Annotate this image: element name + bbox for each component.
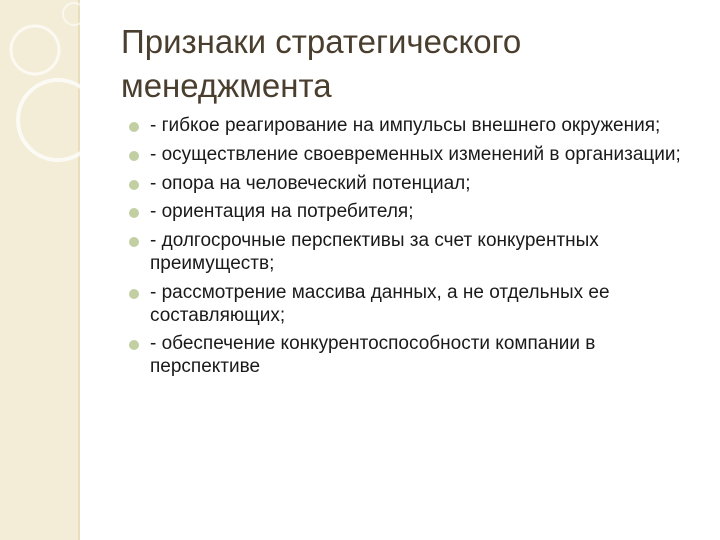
bullet-item [128,230,708,276]
bullet-marker-icon [129,237,139,247]
decorative-ring-large [18,80,98,160]
bullet-text: - долгосрочные перспективы за счет конкурентных преимуществ; [150,230,599,274]
bullet-item [128,173,708,196]
decorative-ring-small [11,26,59,74]
decorative-ring-tiny [63,3,85,25]
bullet-list [128,115,708,385]
bullet-text: - ориентация на потребителя; [150,201,414,223]
bullet-item [128,144,708,167]
bullet-marker-icon [129,151,139,161]
bullet-item [128,115,708,138]
bullet-marker-icon [129,208,139,218]
bullet-marker-icon [129,340,139,350]
bullet-marker-icon [129,122,139,132]
bullet-text: - рассмотрение массива данных, а не отдельных ее составляющих; [150,281,610,326]
bullet-text: - обеспечение конкурентоспособности компании в перспективе [150,333,596,378]
bullet-text: - опора на человеческий потенциал; [150,172,471,194]
bullet-text: - осуществление своевременных изменений в организации; [150,143,681,165]
bullet-text: - гибкое реагирование на импульсы внешнего окружения; [150,115,661,136]
bullet-item [128,333,708,379]
bullet-item [128,201,708,224]
slide-title: Признаки стратегического менеджмента [121,23,522,104]
bullet-item [128,282,708,328]
bullet-marker-icon [129,289,139,299]
bullet-marker-icon [129,180,139,190]
